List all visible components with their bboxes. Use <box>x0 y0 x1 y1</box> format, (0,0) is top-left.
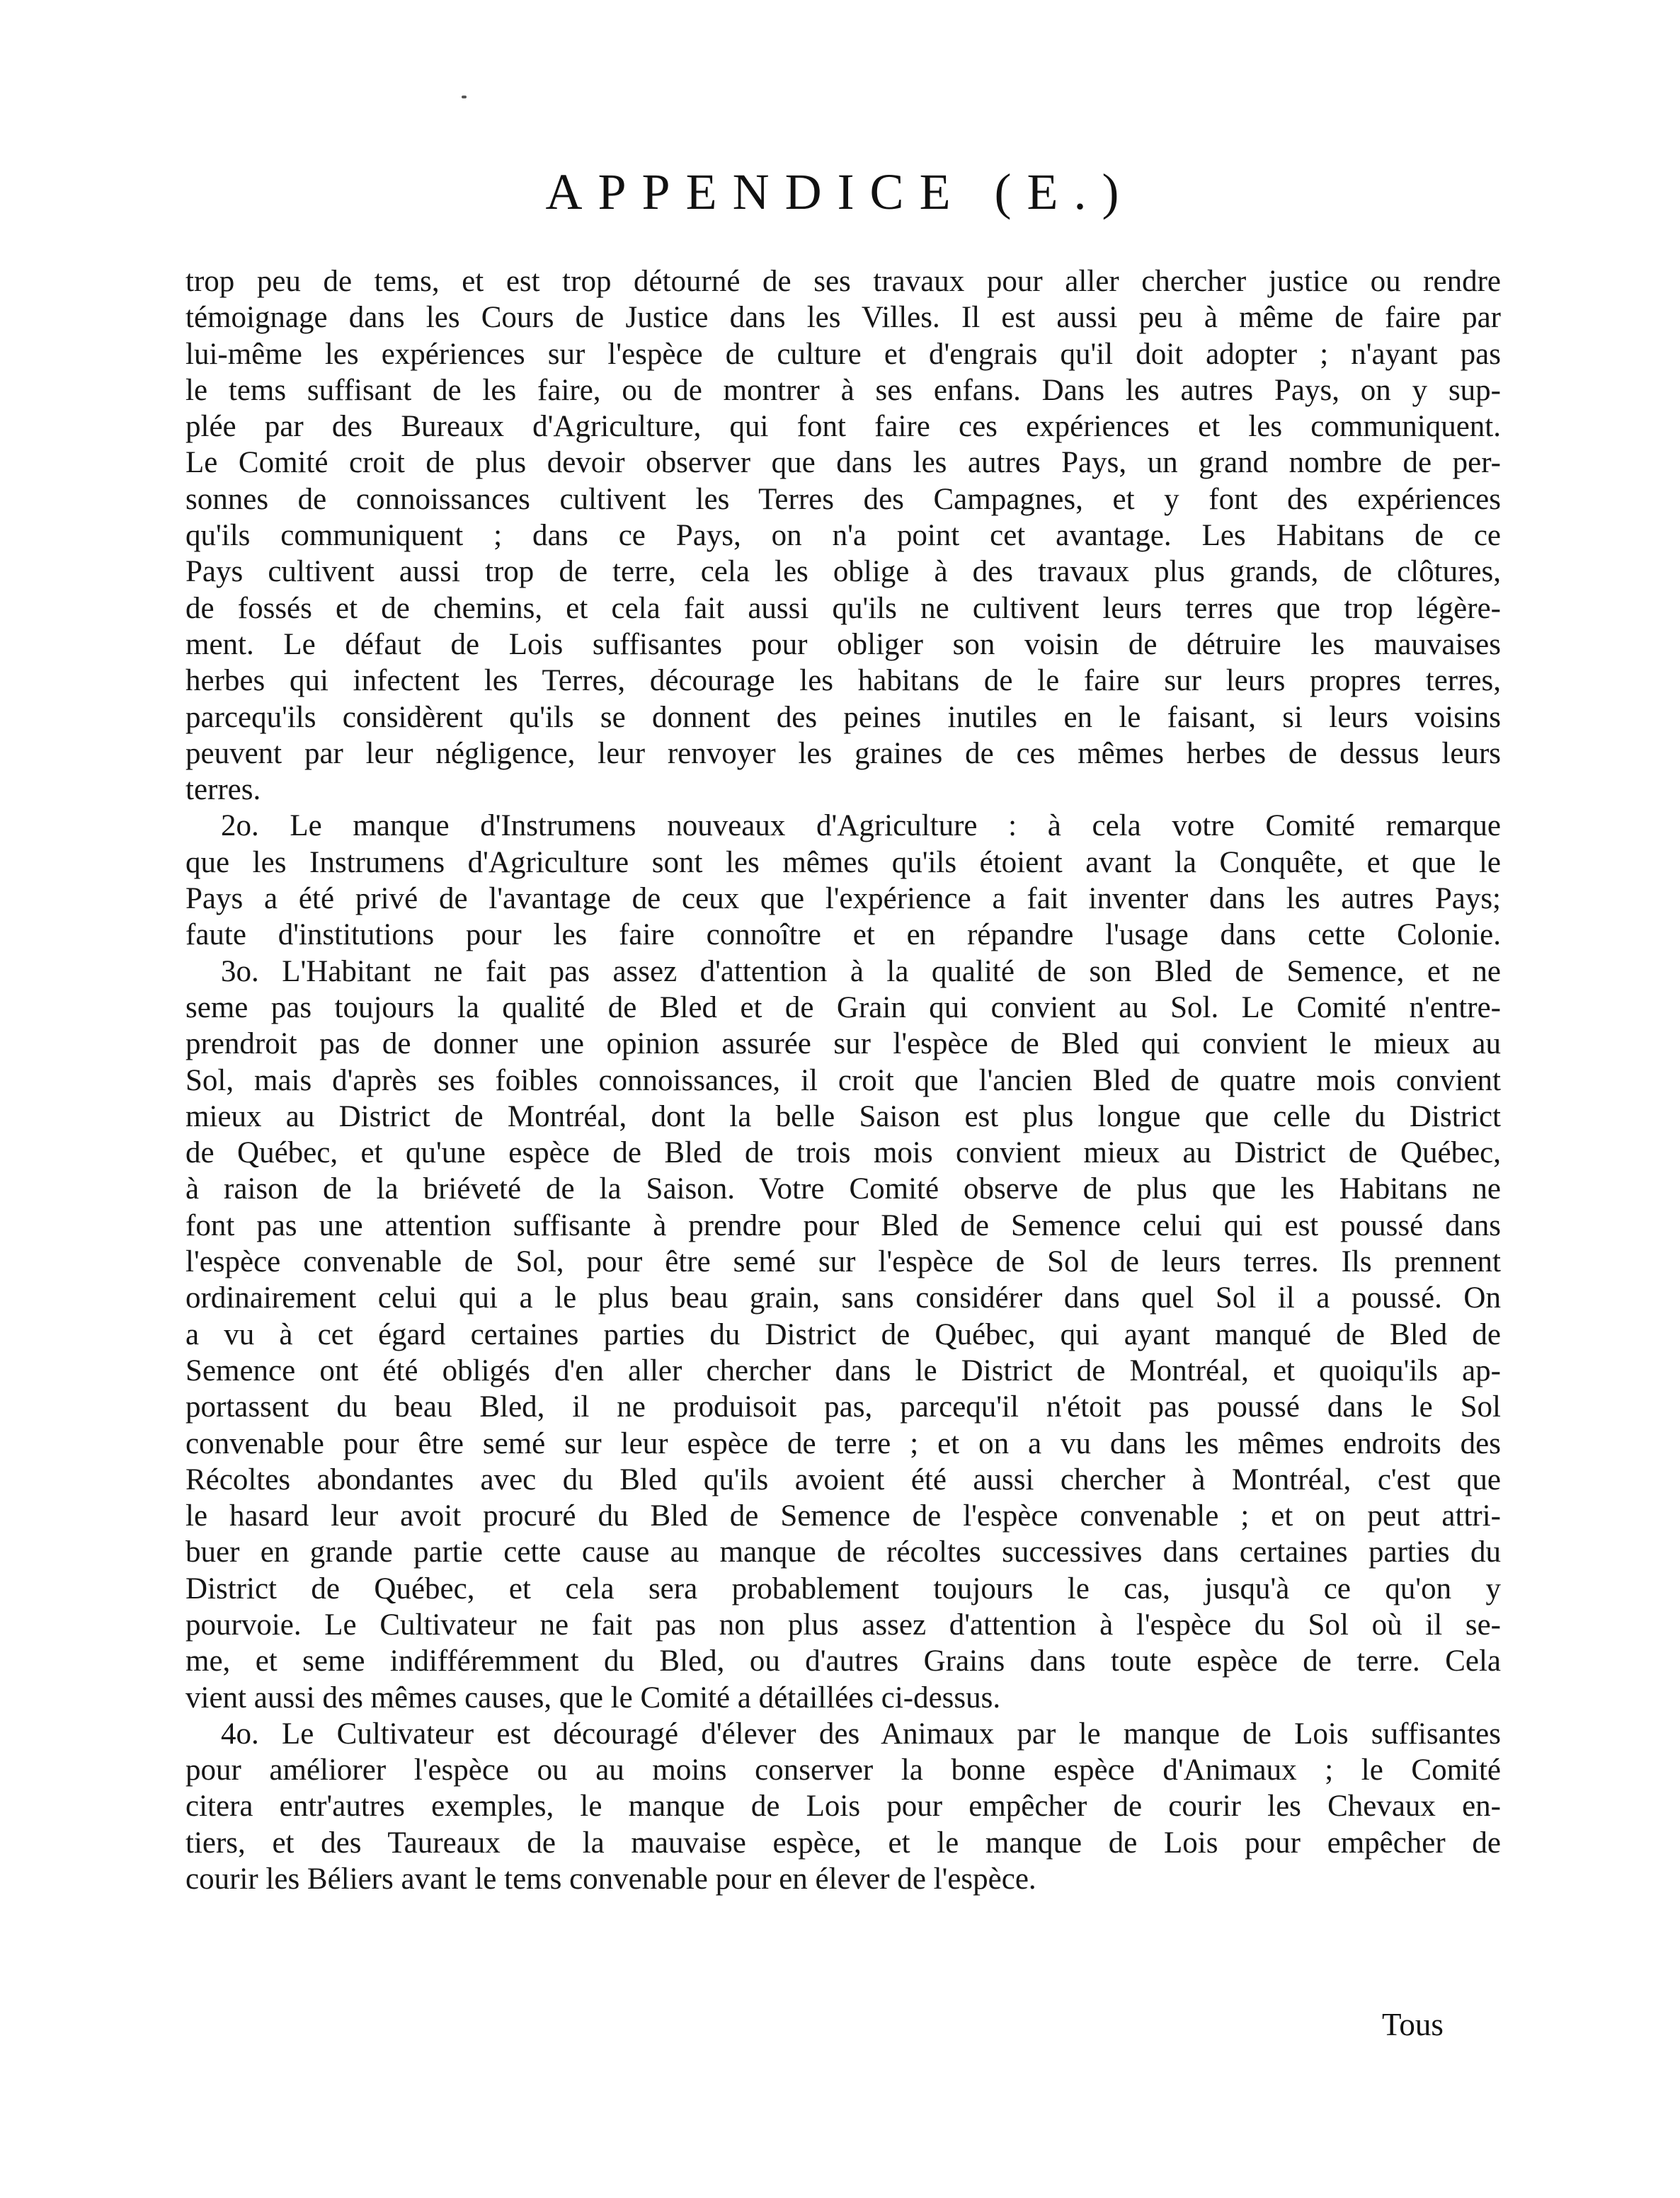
text-line: ordinairement celui qui a le plus beau grain, sans considérer dans quel Sol il a poussé. On <box>185 1281 1501 1315</box>
text-line: me, et seme indifféremment du Bled, ou d'autres Grains dans toute espèce de terre. Cela <box>185 1644 1501 1678</box>
text-line: a vu à cet égard certaines parties du District de Québec, qui ayant manqué de Bled de <box>185 1317 1501 1351</box>
text-line: mieux au District de Montréal, dont la belle Saison est plus longue que celle du District <box>185 1099 1501 1133</box>
catchword: Tous <box>1382 2007 1444 2042</box>
text-line: convenable pour être semé sur leur espèce de terre ; et on a vu dans les mêmes endroits des <box>185 1426 1501 1460</box>
text-line: portassent du beau Bled, il ne produisoit pas, parcequ'il n'étoit pas poussé dans le Sol <box>185 1390 1501 1424</box>
text-line: vient aussi des mêmes causes, que le Comité a détaillées ci-dessus. <box>185 1681 1001 1715</box>
text-line: District de Québec, et cela sera probablement toujours le cas, jusqu'à ce qu'on y <box>185 1572 1501 1605</box>
text-line: seme pas toujours la qualité de Bled et de Grain qui convient au Sol. Le Comité n'entre- <box>185 990 1501 1024</box>
text-line: de fossés et de chemins, et cela fait aussi qu'ils ne cultivent leurs terres que trop légère- <box>185 591 1501 625</box>
page-title: APPENDICE (E.) <box>545 164 1135 220</box>
text-line: tiers, et des Taureaux de la mauvaise espèce, et le manque de Lois pour empêcher de <box>185 1826 1501 1860</box>
text-line: le tems suffisant de les faire, ou de montrer à ses enfans. Dans les autres Pays, on y sup- <box>185 373 1501 407</box>
text-line: 3o. L'Habitant ne fait pas assez d'attention à la qualité de son Bled de Semence, et ne <box>221 954 1501 988</box>
text-line: 4o. Le Cultivateur est découragé d'élever des Animaux par le manque de Lois suffisantes <box>221 1717 1501 1751</box>
text-line: Sol, mais d'après ses foibles connoissances, il croit que l'ancien Bled de quatre mois convient <box>185 1063 1501 1097</box>
text-line: lui-même les expériences sur l'espèce de culture et d'engrais qu'il doit adopter ; n'ayant pas <box>185 337 1501 371</box>
text-line: à raison de la briéveté de la Saison. Votre Comité observe de plus que les Habitans ne <box>185 1172 1501 1206</box>
paragraph-4o <box>185 1716 1501 1897</box>
text-line: le hasard leur avoit procuré du Bled de Semence de l'espèce convenable ; et on peut attri- <box>185 1499 1501 1533</box>
text-line: prendroit pas de donner une opinion assurée sur l'espèce de Bled qui convient le mieux au <box>185 1027 1501 1061</box>
text-line: Semence ont été obligés d'en aller chercher dans le District de Montréal, et quoiqu'ils ap- <box>185 1353 1501 1387</box>
body-text <box>185 263 1501 1897</box>
text-line: l'espèce convenable de Sol, pour être semé sur l'espèce de Sol de leurs terres. Ils prennent <box>185 1245 1501 1279</box>
text-line: ment. Le défaut de Lois suffisantes pour obliger son voisin de détruire les mauvaises <box>185 627 1501 661</box>
text-line: parcequ'ils considèrent qu'ils se donnent des peines inutiles en le faisant, si leurs voisins <box>185 700 1501 734</box>
text-line: peuvent par leur négligence, leur renvoyer les graines de ces mêmes herbes de dessus leurs <box>185 736 1501 770</box>
paragraph-continuation <box>185 263 1501 808</box>
text-line: font pas une attention suffisante à prendre pour Bled de Semence celui qui est poussé dans <box>185 1208 1501 1242</box>
text-line: herbes qui infectent les Terres, décourage les habitans de le faire sur leurs propres terres, <box>185 664 1501 698</box>
text-line: terres. <box>185 773 261 807</box>
text-line: faute d'institutions pour les faire connoître et en répandre l'usage dans cette Colonie. <box>185 918 1501 952</box>
ink-speck <box>462 96 467 98</box>
text-line: 2o. Le manque d'Instrumens nouveaux d'Agriculture : à cela votre Comité remarque <box>221 809 1501 843</box>
text-line: sonnes de connoissances cultivent les Terres des Campagnes, et y font des expériences <box>185 482 1501 516</box>
paragraph-2o <box>185 808 1501 953</box>
text-line: citera entr'autres exemples, le manque de Lois pour empêcher de courir les Chevaux en- <box>185 1790 1501 1824</box>
text-line: Pays a été privé de l'avantage de ceux que l'expérience a fait inventer dans les autres Pays; <box>185 882 1501 916</box>
text-line: pourvoie. Le Cultivateur ne fait pas non plus assez d'attention à l'espèce du Sol où il se- <box>185 1608 1501 1642</box>
text-line: que les Instrumens d'Agriculture sont les mêmes qu'ils étoient avant la Conquête, et que le <box>185 845 1501 879</box>
text-line: Pays cultivent aussi trop de terre, cela les oblige à des travaux plus grands, de clôtures, <box>185 555 1501 589</box>
text-line: plée par des Bureaux d'Agriculture, qui font faire ces expériences et les communiquent. <box>185 410 1501 444</box>
text-line: qu'ils communiquent ; dans ce Pays, on n'a point cet avantage. Les Habitans de ce <box>185 519 1501 553</box>
text-line: Récoltes abondantes avec du Bled qu'ils avoient été aussi chercher à Montréal, c'est que <box>185 1463 1501 1496</box>
text-line: Le Comité croit de plus devoir observer que dans les autres Pays, un grand nombre de per- <box>185 446 1501 480</box>
text-line: de Québec, et qu'une espèce de Bled de trois mois convient mieux au District de Québec, <box>185 1136 1501 1170</box>
text-line: témoignage dans les Cours de Justice dans les Villes. Il est aussi peu à même de faire par <box>185 301 1501 335</box>
text-line: courir les Béliers avant le tems convenable pour en élever de l'espèce. <box>185 1862 1036 1896</box>
text-line: buer en grande partie cette cause au manque de récoltes successives dans certaines parties du <box>185 1535 1501 1569</box>
text-line: pour améliorer l'espèce ou au moins conserver la bonne espèce d'Animaux ; le Comité <box>185 1753 1501 1787</box>
paragraph-3o <box>185 954 1501 1716</box>
text-line: trop peu de tems, et est trop détourné de ses travaux pour aller chercher justice ou rendre <box>185 265 1501 298</box>
